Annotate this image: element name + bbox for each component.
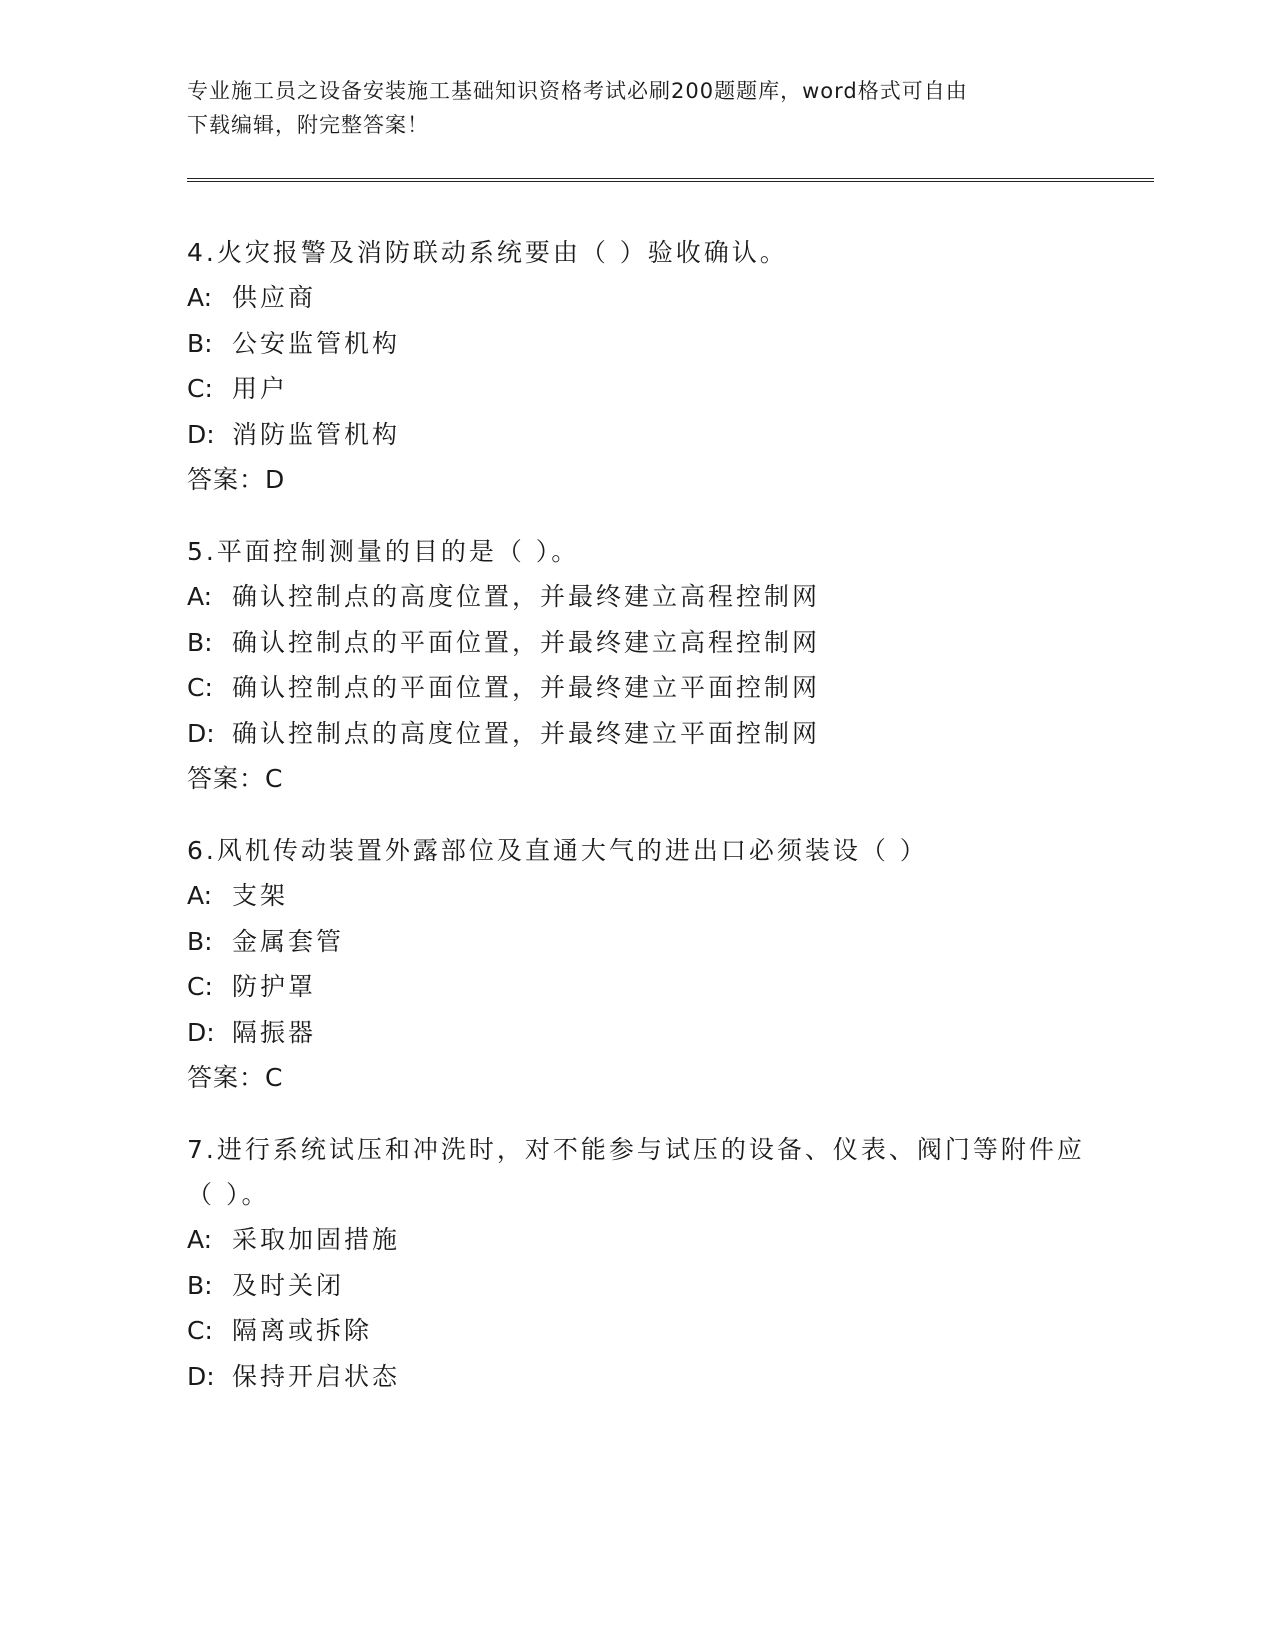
answer-line: 答案：D — [187, 465, 286, 494]
option-text: 采取加固措施 — [232, 1225, 401, 1254]
option-c — [187, 964, 1087, 1010]
option-a — [187, 275, 1087, 321]
header-line-2: 下载编辑，附完整答案！ — [187, 113, 429, 137]
option-letter: D: — [187, 419, 215, 449]
option-text: 防护罩 — [232, 972, 317, 1001]
option-text: 供应商 — [232, 283, 317, 312]
option-letter: D: — [187, 1017, 215, 1047]
option-d — [187, 1010, 1087, 1056]
question-6 — [187, 828, 1087, 1101]
question-4 — [187, 230, 1087, 503]
option-letter: A: — [187, 1225, 213, 1254]
option-letter: C: — [187, 673, 213, 702]
option-letter: A: — [187, 582, 213, 611]
option-c — [187, 1308, 1087, 1354]
option-text: 金属套管 — [232, 926, 345, 956]
option-letter: B: — [187, 1270, 213, 1300]
option-text: 用户 — [232, 374, 289, 403]
question-stem: 4.火灾报警及消防联动系统要由（ ）验收确认。 — [187, 238, 788, 267]
question-list — [187, 230, 1087, 1425]
option-text: 确认控制点的平面位置，并最终建立平面控制网 — [232, 673, 821, 702]
option-d — [187, 412, 1087, 458]
header-line-1: 专业施工员之设备安装施工基础知识资格考试必刷200题题库，word格式可自由 — [187, 79, 968, 103]
option-letter: A: — [187, 283, 213, 312]
option-text: 公安监管机构 — [232, 328, 401, 358]
option-d — [187, 711, 1087, 757]
option-a — [187, 873, 1087, 919]
option-text: 隔振器 — [232, 1017, 317, 1047]
option-text: 支架 — [232, 881, 289, 910]
option-letter: B: — [187, 328, 213, 358]
option-text: 消防监管机构 — [232, 419, 401, 449]
option-text: 确认控制点的高度位置，并最终建立高程控制网 — [232, 582, 821, 611]
option-text: 保持开启状态 — [232, 1361, 401, 1391]
option-letter: B: — [187, 926, 213, 956]
option-letter: C: — [187, 1316, 213, 1345]
option-letter: C: — [187, 374, 213, 403]
option-c — [187, 665, 1087, 711]
option-text: 隔离或拆除 — [232, 1316, 373, 1345]
option-d — [187, 1354, 1087, 1400]
option-letter: A: — [187, 881, 213, 910]
option-b — [187, 321, 1087, 367]
answer-line: 答案：C — [187, 764, 284, 793]
option-b — [187, 919, 1087, 965]
option-b — [187, 620, 1087, 666]
question-stem: 5.平面控制测量的目的是（ ）。 — [187, 537, 580, 566]
header-divider — [187, 178, 1154, 182]
option-text: 及时关闭 — [232, 1270, 345, 1300]
question-7 — [187, 1127, 1087, 1399]
option-c — [187, 366, 1087, 412]
answer-line: 答案：C — [187, 1063, 284, 1092]
option-letter: C: — [187, 972, 213, 1001]
option-a — [187, 1217, 1087, 1263]
option-a — [187, 574, 1087, 620]
question-5 — [187, 529, 1087, 802]
question-stem: 6.风机传动装置外露部位及直通大气的进出口必须装设（ ） — [187, 836, 928, 865]
option-b — [187, 1263, 1087, 1309]
question-stem: 7.进行系统试压和冲洗时，对不能参与试压的设备、仪表、阀门等附件应（ ）。 — [187, 1135, 1085, 1209]
option-letter: D: — [187, 718, 215, 748]
option-text: 确认控制点的高度位置，并最终建立平面控制网 — [232, 718, 821, 748]
option-letter: D: — [187, 1361, 215, 1391]
option-text: 确认控制点的平面位置，并最终建立高程控制网 — [232, 627, 821, 657]
document-header — [187, 74, 1087, 142]
option-letter: B: — [187, 627, 213, 657]
